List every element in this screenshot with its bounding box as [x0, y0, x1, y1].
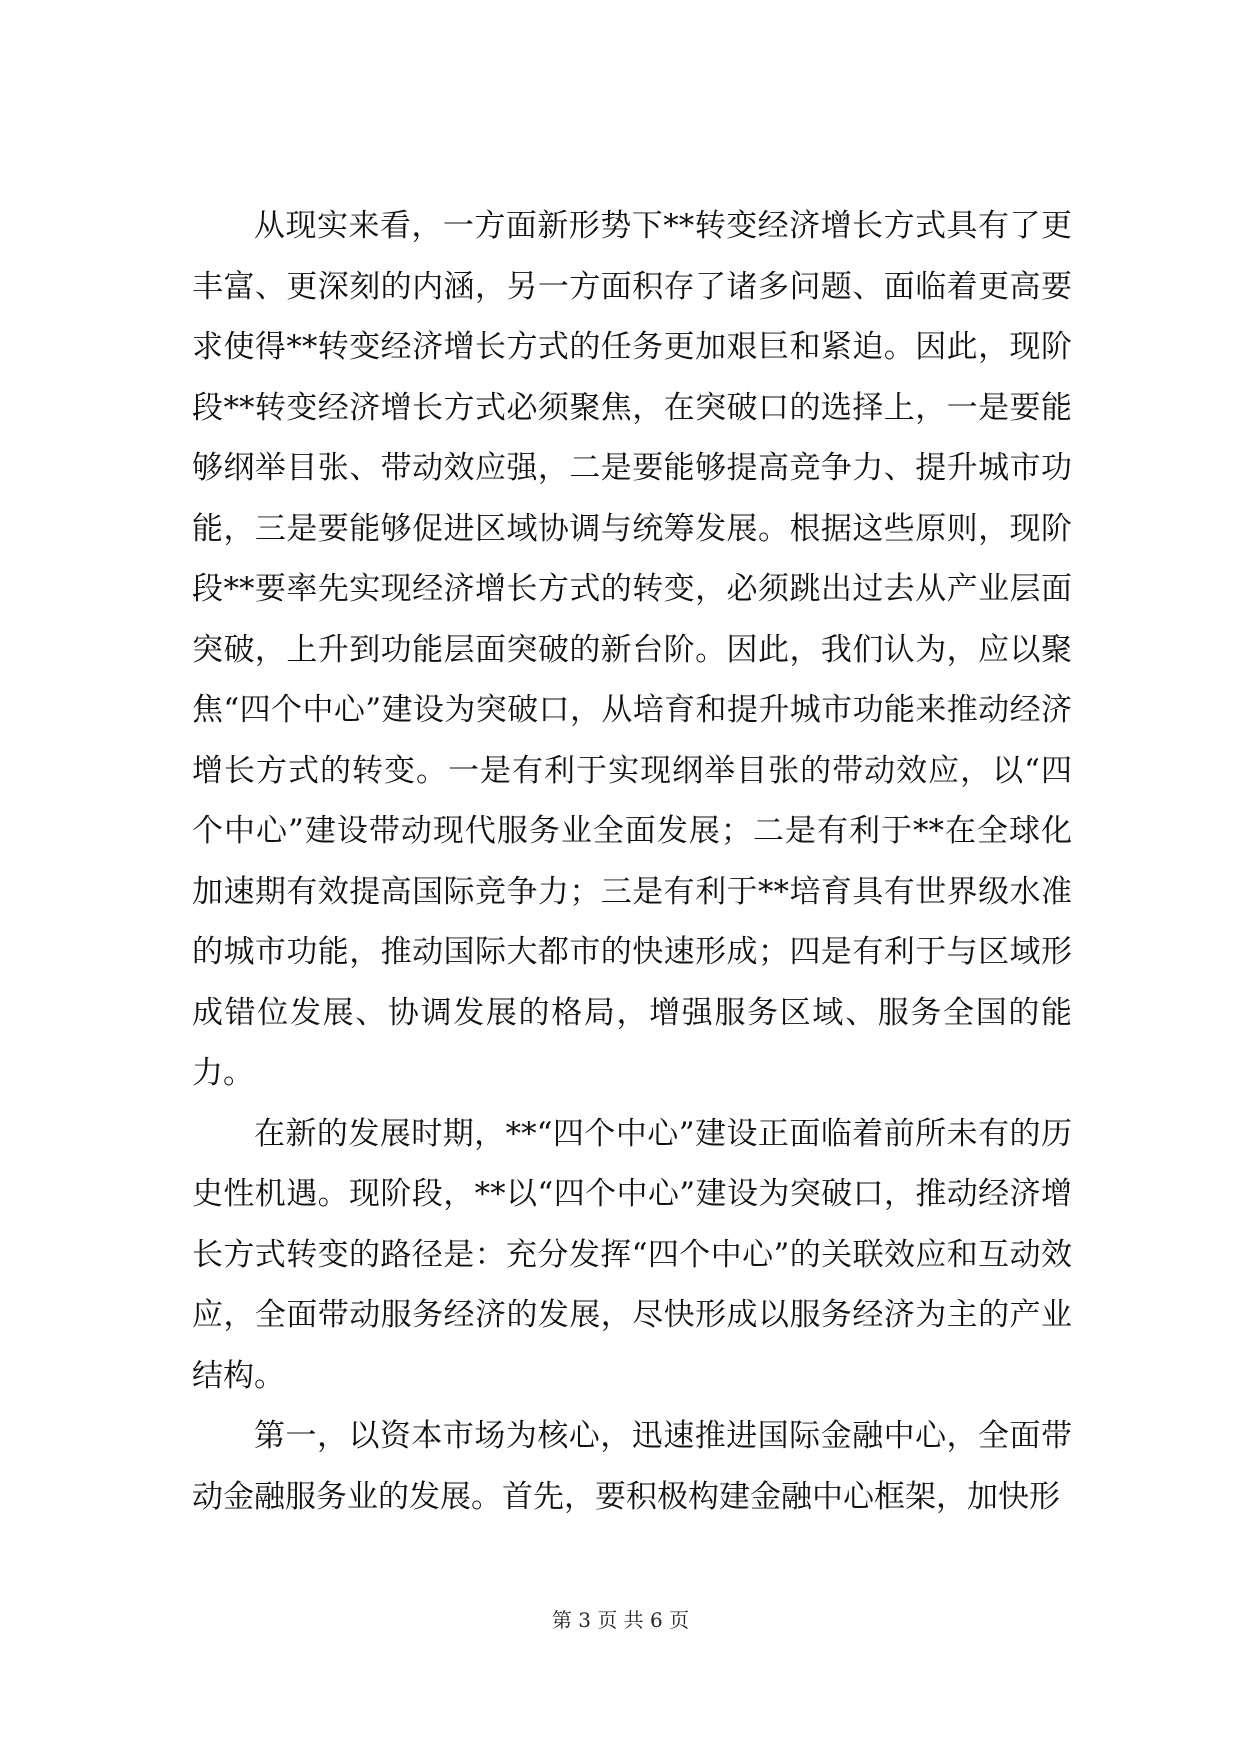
paragraph-3: 第一，以资本市场为核心，迅速推进国际金融中心，全面带动金融服务业的发展。首先，要积极构建金融中心框架，加快形	[192, 1418, 1072, 1515]
document-body	[192, 196, 1072, 1527]
page-number-label: 第 3 页 共 6 页	[551, 1608, 690, 1632]
paragraph-2: 在新的发展时期，**“四个中心”建设正面临着前所未有的历史性机遇。现阶段，**以“四个中心”建设为突破口，推动经济增长方式转变的路径是：充分发挥“四个中心”的关联效应和互动效应，全面带动服务经济的发展，尽快形成以服务经济为主的产业结构。	[192, 1115, 1072, 1394]
paragraph-1: 从现实来看，一方面新形势下**转变经济增长方式具有了更丰富、更深刻的内涵，另一方面积存了诸多问题、面临着更高要求使得**转变经济增长方式的任务更加艰巨和紧迫。因此，现阶段**转变经济增长方式必须聚焦，在突破口的选择上，一是要能够纲举目张、带动效应强，二是要能够提高竞争力、提升城市功能，三是要能够促进区域协调与统筹发展。根据这些原则，现阶段**要率先实现经济增长方式的转变，必须跳出过去从产业层面突破，上升到功能层面突破的新台阶。因此，我们认为，应以聚焦“四个中心”建设为突破口，从培育和提升城市功能来推动经济增长方式的转变。一是有利于实现纲举目张的带动效应，以“四个中心”建设带动现代服务业全面发展；二是有利于**在全球化加速期有效提高国际竞争力；三是有利于**培育具有世界级水准的城市功能，推动国际大都市的快速形成；四是有利于与区域形成错位发展、协调发展的格局，增强服务区域、服务全国的能力。	[192, 208, 1072, 1091]
page-footer	[0, 1606, 1241, 1634]
